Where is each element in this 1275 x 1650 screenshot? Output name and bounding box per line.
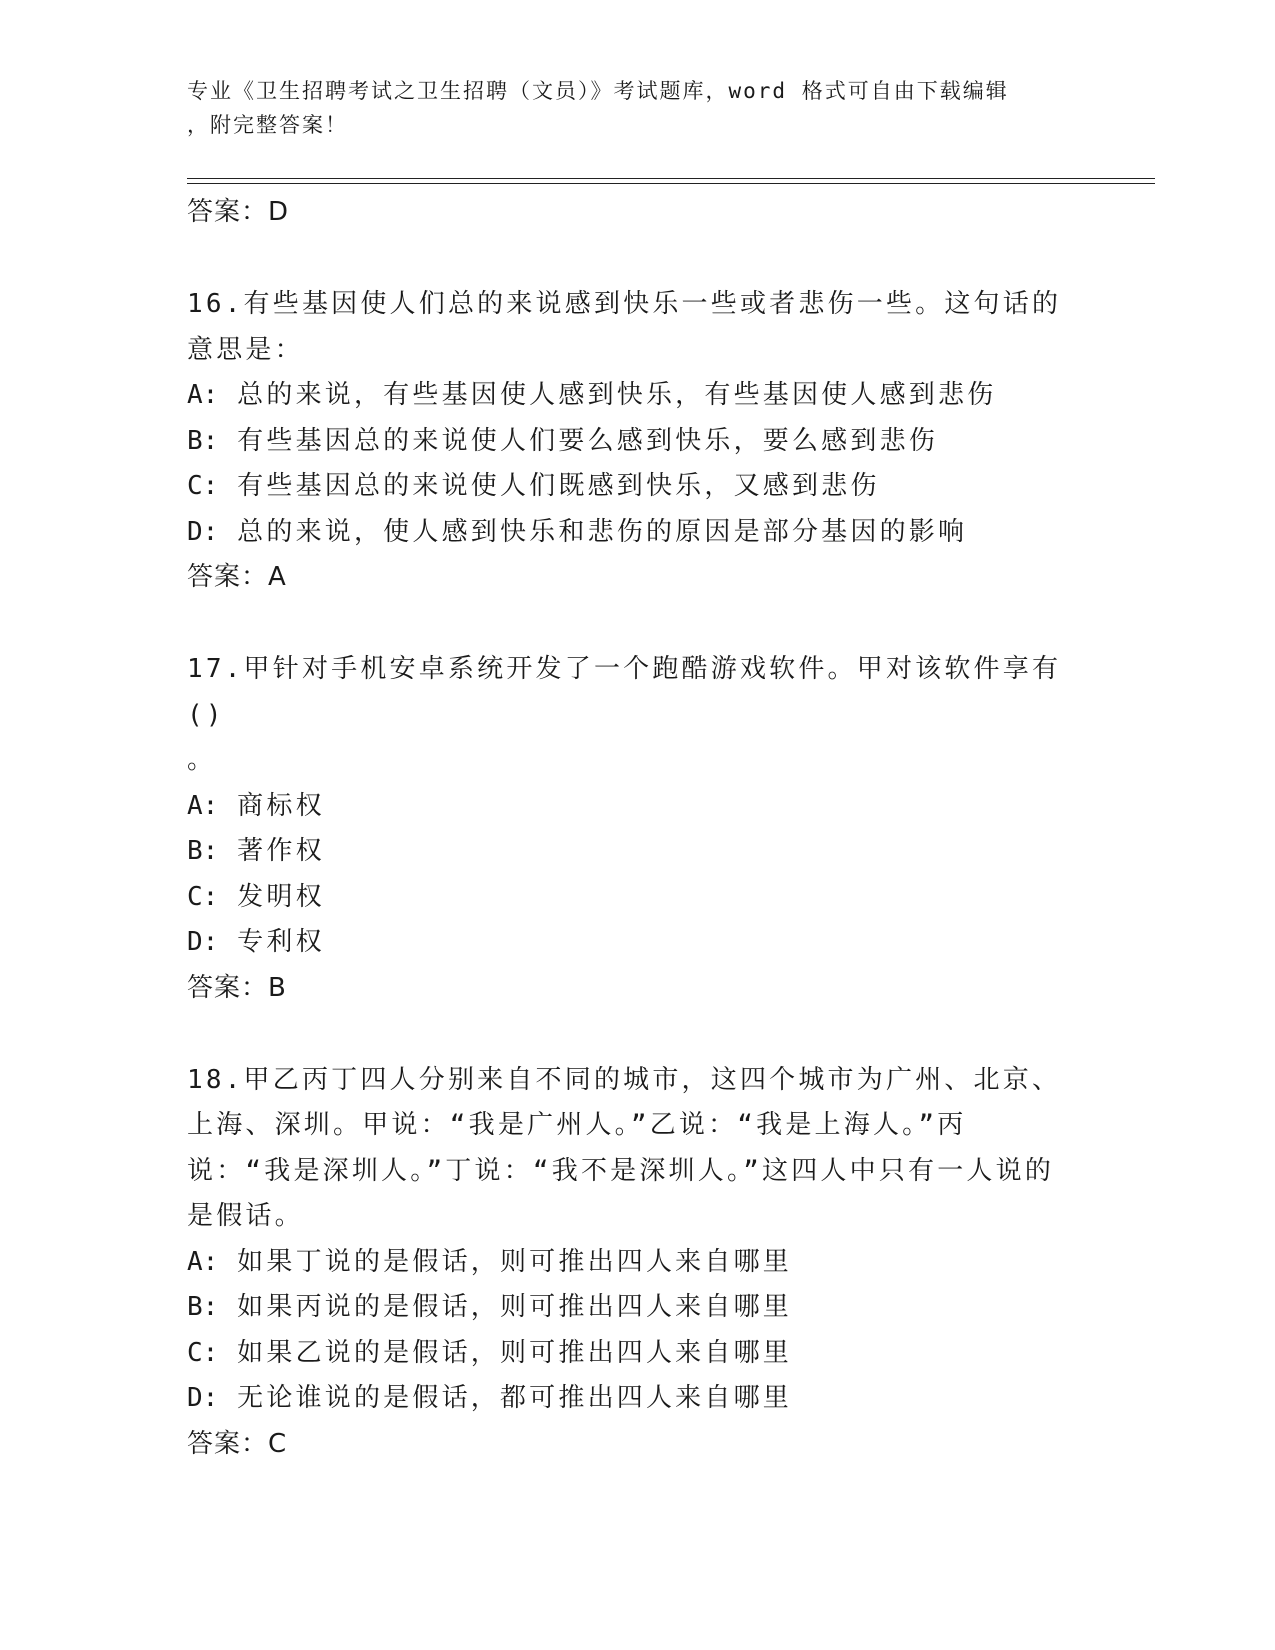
option-text: 如果丁说的是假话，则可推出四人来自哪里 [237,1246,792,1277]
option-d [187,1376,1087,1422]
option-text: 总的来说，有些基因使人感到快乐，有些基因使人感到悲伤 [237,380,997,410]
option-letter: A: [187,1246,219,1277]
question-16 [187,282,1087,600]
option-text: 总的来说，使人感到快乐和悲伤的原因是部分基因的影响 [237,516,968,547]
question-stem-text: 17.甲针对手机安卓系统开发了一个跑酷游戏软件。甲对该软件享有() [187,654,1062,730]
answer-line: 答案：C [187,1428,288,1459]
option-text: 无论谁说的是假话，都可推出四人来自哪里 [237,1383,792,1413]
option-letter: D: [187,927,219,957]
option-letter: D: [187,1383,219,1413]
option-letter: C: [187,1337,219,1368]
option-text: 有些基因总的来说使人们要么感到快乐，要么感到悲伤 [237,425,938,456]
answer-line: 答案：A [187,562,287,592]
header-rule-top [187,178,1155,179]
option-text: 如果乙说的是假话，则可推出四人来自哪里 [237,1337,792,1368]
option-text: 有些基因总的来说使人们既感到快乐，又感到悲伤 [237,471,880,501]
page-header [187,74,1067,142]
question-18 [187,1058,1087,1467]
option-b [187,419,1087,465]
option-a [187,784,1087,830]
option-letter: B: [187,425,219,456]
option-text: 商标权 [237,790,325,821]
option-b [187,1285,1087,1331]
question-stem-tail: 。 [187,745,217,775]
header-line-1: 专业《卫生招聘考试之卫生招聘（文员）》考试题库，word 格式可自由下载编辑 [187,79,1009,103]
option-text: 发明权 [237,881,325,912]
option-letter: A: [187,380,219,410]
option-text: 如果丙说的是假话，则可推出四人来自哪里 [237,1292,792,1322]
header-rule-bottom [187,183,1155,184]
option-letter: C: [187,471,219,501]
header-line-2: ，附完整答案！ [187,113,348,137]
option-c [187,1331,1087,1377]
question-list [187,190,1087,1467]
option-a [187,373,1087,419]
option-c [187,464,1087,510]
answer-line: 答案：B [187,972,287,1003]
answer-line: 答案：D [187,197,290,227]
option-letter: B: [187,1292,219,1322]
question-stem: 16.有些基因使人们总的来说感到快乐一些或者悲伤一些。这句话的意思是： [187,289,1062,365]
option-letter: C: [187,881,219,912]
option-text: 专利权 [237,927,325,957]
option-letter: D: [187,516,219,547]
question-stem: 18.甲乙丙丁四人分别来自不同的城市，这四个城市为广州、北京、上海、深圳。甲说：“我是广州人。”乙说：“我是上海人。”丙说：“我是深圳人。”丁说：“我不是深圳人。”这四人中只有一人说的是假话。 [187,1064,1062,1231]
question-stem [187,647,1067,784]
option-d [187,510,1087,556]
option-letter: A: [187,790,219,821]
option-c [187,875,1087,921]
option-b [187,829,1087,875]
option-d [187,920,1087,966]
option-text: 著作权 [237,836,325,866]
question-17 [187,647,1087,1011]
option-letter: B: [187,836,219,866]
option-a [187,1240,1087,1286]
